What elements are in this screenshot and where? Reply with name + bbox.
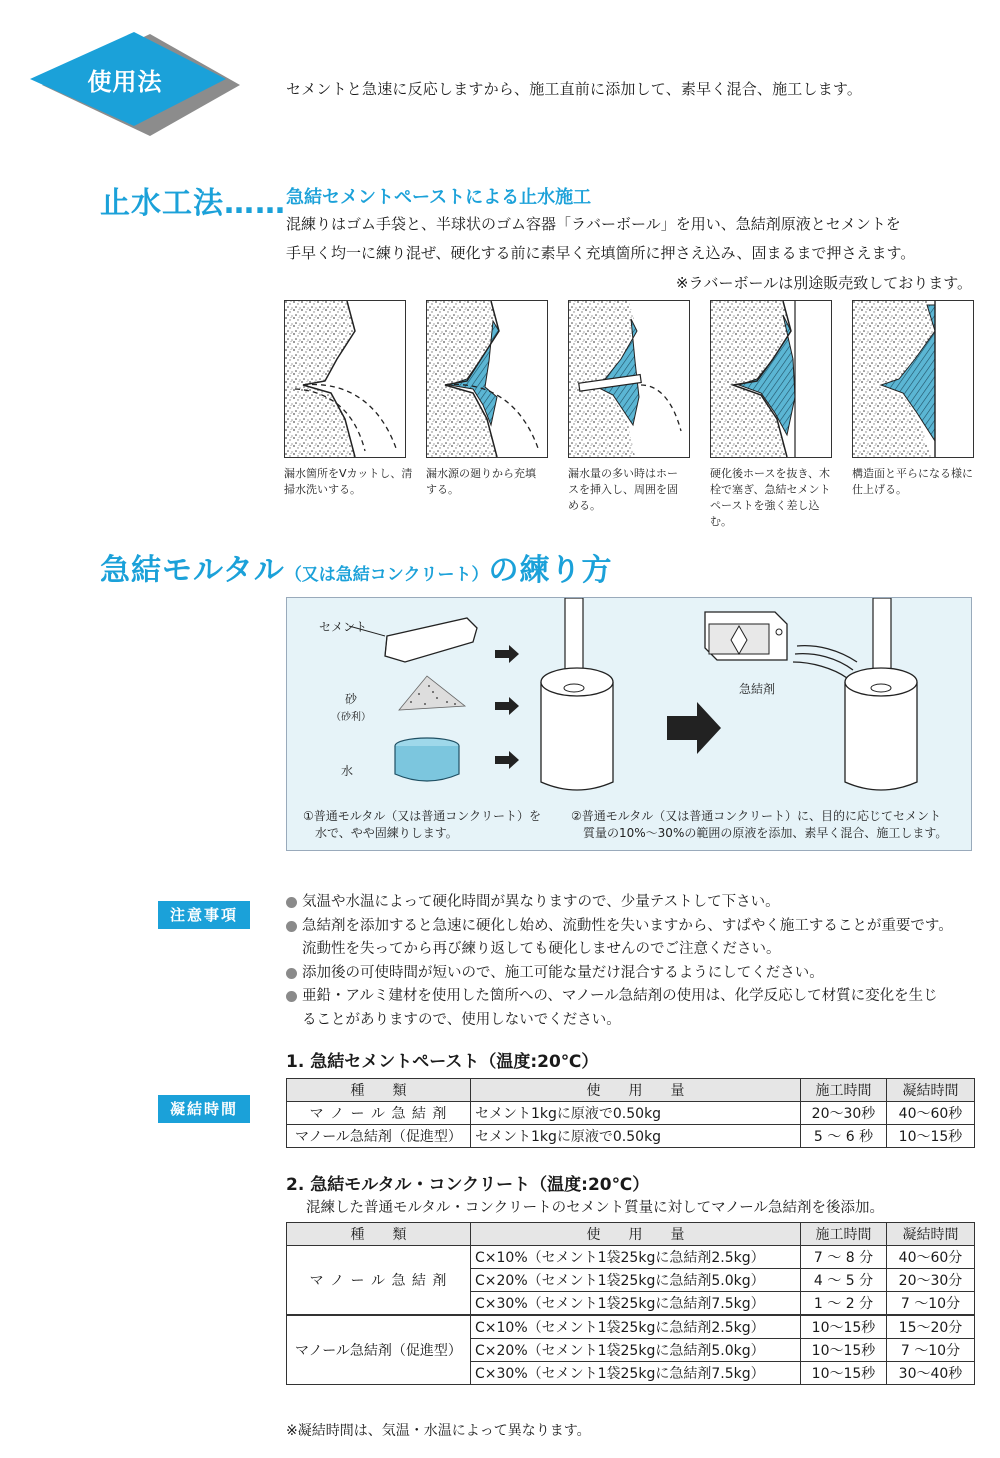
setting-time-cell: 7 ～10分: [887, 1339, 975, 1362]
step-2-caption: 漏水源の廻りから充填 する。: [426, 467, 536, 496]
arrow-icon: [495, 645, 519, 663]
caution-item: 急結剤を添加すると急速に硬化し始め、流動性を失いますから、すばやく施工することが重要です。 流動性を失ってから再び練り返しても硬化しませんのでご注意ください。: [286, 915, 986, 962]
mixing-bucket-icon: [845, 598, 917, 790]
mortar-title: [100, 545, 612, 589]
table2: [286, 1222, 975, 1385]
table-row: [287, 1246, 975, 1269]
step-5-illustration: [852, 300, 974, 458]
mortar-title-tail: の練り方: [488, 553, 613, 588]
step-4-illustration: [710, 300, 832, 458]
mixing-diagram: [286, 597, 972, 851]
amount-cell: C×20%（セメント1袋25kgに急結剤5.0kg）: [471, 1269, 801, 1292]
mixing-bucket-icon: [541, 598, 613, 790]
mortar-title-main: 急結モルタル: [100, 553, 285, 588]
table-row: [287, 1125, 975, 1148]
cement-label: セメント: [319, 620, 368, 634]
water-stop-body-line: 手早く均一に練り混ぜ、硬化する前に素早く充填箇所に押さえ込み、固まるまで押さえます。: [286, 244, 916, 262]
setting-time-tag: 凝結時間: [158, 1095, 250, 1123]
big-arrow-icon: [667, 702, 721, 754]
header-kind: 種 類: [287, 1223, 471, 1246]
caution-item: 添加後の可使時間が短いので、施工可能な量だけ混合するようにしてください。: [286, 962, 986, 986]
work-time-cell: 10～15秒: [801, 1315, 887, 1339]
header-work-time: 施工時間: [801, 1079, 887, 1102]
table-row: [287, 1102, 975, 1125]
work-time-cell: 10～15秒: [801, 1339, 887, 1362]
amount-cell: C×10%（セメント1袋25kgに急結剤2.5kg）: [471, 1315, 801, 1339]
step-1-illustration: [284, 300, 406, 458]
step-3-caption: 漏水量の多い時はホー スを挿入し、周囲を固 める。: [568, 467, 678, 512]
setting-time-cell: 40～60秒: [887, 1102, 975, 1125]
setting-time-cell: 15～20分: [887, 1315, 975, 1339]
intro-text: セメントと急速に反応しますから、施工直前に添加して、素早く混合、施工します。: [286, 80, 863, 98]
cement-bag-icon: [385, 618, 477, 662]
work-time-cell: 5 ～ 6 秒: [801, 1125, 887, 1148]
table-row: [287, 1315, 975, 1339]
setting-time-cell: 20～30分: [887, 1269, 975, 1292]
cautions-tag: 注意事項: [158, 901, 250, 929]
accelerator-can-icon: [705, 612, 787, 660]
usage-badge-label: 使用法: [87, 68, 163, 96]
setting-time-cell: 40～60分: [887, 1246, 975, 1269]
header-kind: 種 類: [287, 1079, 471, 1102]
table1: [286, 1078, 975, 1148]
setting-time-cell: 7 ～10分: [887, 1292, 975, 1316]
kind-cell: マ ノ ー ル 急 結 剤: [287, 1246, 471, 1316]
header-setting-time: 凝結時間: [887, 1079, 975, 1102]
water-stop-title: 止水工法……: [100, 186, 286, 221]
setting-time-cell: 10～15秒: [887, 1125, 975, 1148]
water-bowl-icon: [395, 738, 459, 781]
kind-cell: マノール急結剤（促進型）: [287, 1125, 471, 1148]
header-setting-time: 凝結時間: [887, 1223, 975, 1246]
table-header-row: [287, 1223, 975, 1246]
table2-description: 混練した普通モルタル・コンクリートのセメント質量に対してマノール急結剤を後添加。: [306, 1200, 884, 1216]
water-stop-body-line: 混練りはゴム手袋と、半球状のゴム容器「ラバーボール」を用い、急結剤原液とセメントを: [286, 215, 901, 233]
header-amount: 使 用 量: [471, 1223, 801, 1246]
work-time-cell: 1 ～ 2 分: [801, 1292, 887, 1316]
work-time-cell: 7 ～ 8 分: [801, 1246, 887, 1269]
accelerator-label: 急結剤: [739, 682, 776, 696]
footnote: ※凝結時間は、気温・水温によって異なります。: [286, 1423, 591, 1439]
step-2-illustration: [426, 300, 548, 458]
caution-item: 気温や水温によって硬化時間が異なりますので、少量テストして下さい。: [286, 891, 986, 915]
gravel-label: （砂利）: [331, 712, 371, 723]
step-4-caption: 硬化後ホースを抜き、木 栓で塞ぎ、急結セメント ペーストを強く差し込む。: [710, 467, 831, 528]
step-5-caption: 構造面と平らになる様に 仕上げる。: [852, 467, 973, 496]
step-1-caption: 漏水箇所をVカットし、清 掃水洗いする。: [284, 467, 413, 496]
sand-label: 砂: [345, 692, 358, 706]
header-amount: 使 用 量: [471, 1079, 801, 1102]
mixing-caption-1: ①普通モルタル（又は普通コンクリート）を 水で、やや固練りします。: [303, 809, 542, 840]
mixing-caption-2: ②普通モルタル（又は普通コンクリート）に、目的に応じてセメント 質量の10%～30%の範囲の原液を添加、素早く混合、施工します。: [571, 809, 948, 840]
amount-cell: C×20%（セメント1袋25kgに急結剤5.0kg）: [471, 1339, 801, 1362]
rubber-ball-note: ※ラバーボールは別途販売致しております。: [675, 274, 972, 292]
amount-cell: セメント1kgに原液で0.50kg: [471, 1125, 801, 1148]
table-header-row: [287, 1079, 975, 1102]
table1-title: 1. 急結セメントペースト（温度:20℃）: [286, 1052, 599, 1072]
mortar-title-paren: （又は急結コンクリート）: [284, 565, 489, 585]
kind-cell: マノール急結剤（促進型）: [287, 1315, 471, 1385]
amount-cell: C×30%（セメント1袋25kgに急結剤7.5kg）: [471, 1292, 801, 1316]
caution-item: 亜鉛・アルミ建材を使用した箇所への、マノール急結剤の使用は、化学反応して材質に変化を生じ ることがありますので、使用しないでください。: [286, 985, 986, 1032]
arrow-icon: [495, 697, 519, 715]
amount-cell: C×10%（セメント1袋25kgに急結剤2.5kg）: [471, 1246, 801, 1269]
water-label: 水: [341, 764, 354, 778]
amount-cell: C×30%（セメント1袋25kgに急結剤7.5kg）: [471, 1362, 801, 1385]
work-time-cell: 20～30秒: [801, 1102, 887, 1125]
work-time-cell: 4 ～ 5 分: [801, 1269, 887, 1292]
arrow-icon: [495, 751, 519, 769]
table2-title: 2. 急結モルタル・コンクリート（温度:20℃）: [286, 1175, 650, 1195]
cautions-list: [286, 891, 986, 1032]
header-work-time: 施工時間: [801, 1223, 887, 1246]
kind-cell: マ ノ ー ル 急 結 剤: [287, 1102, 471, 1125]
step-3-illustration: [568, 300, 690, 458]
water-stop-subtitle: 急結セメントペーストによる止水施工: [286, 187, 592, 208]
amount-cell: セメント1kgに原液で0.50kg: [471, 1102, 801, 1125]
work-time-cell: 10～15秒: [801, 1362, 887, 1385]
setting-time-cell: 30～40秒: [887, 1362, 975, 1385]
